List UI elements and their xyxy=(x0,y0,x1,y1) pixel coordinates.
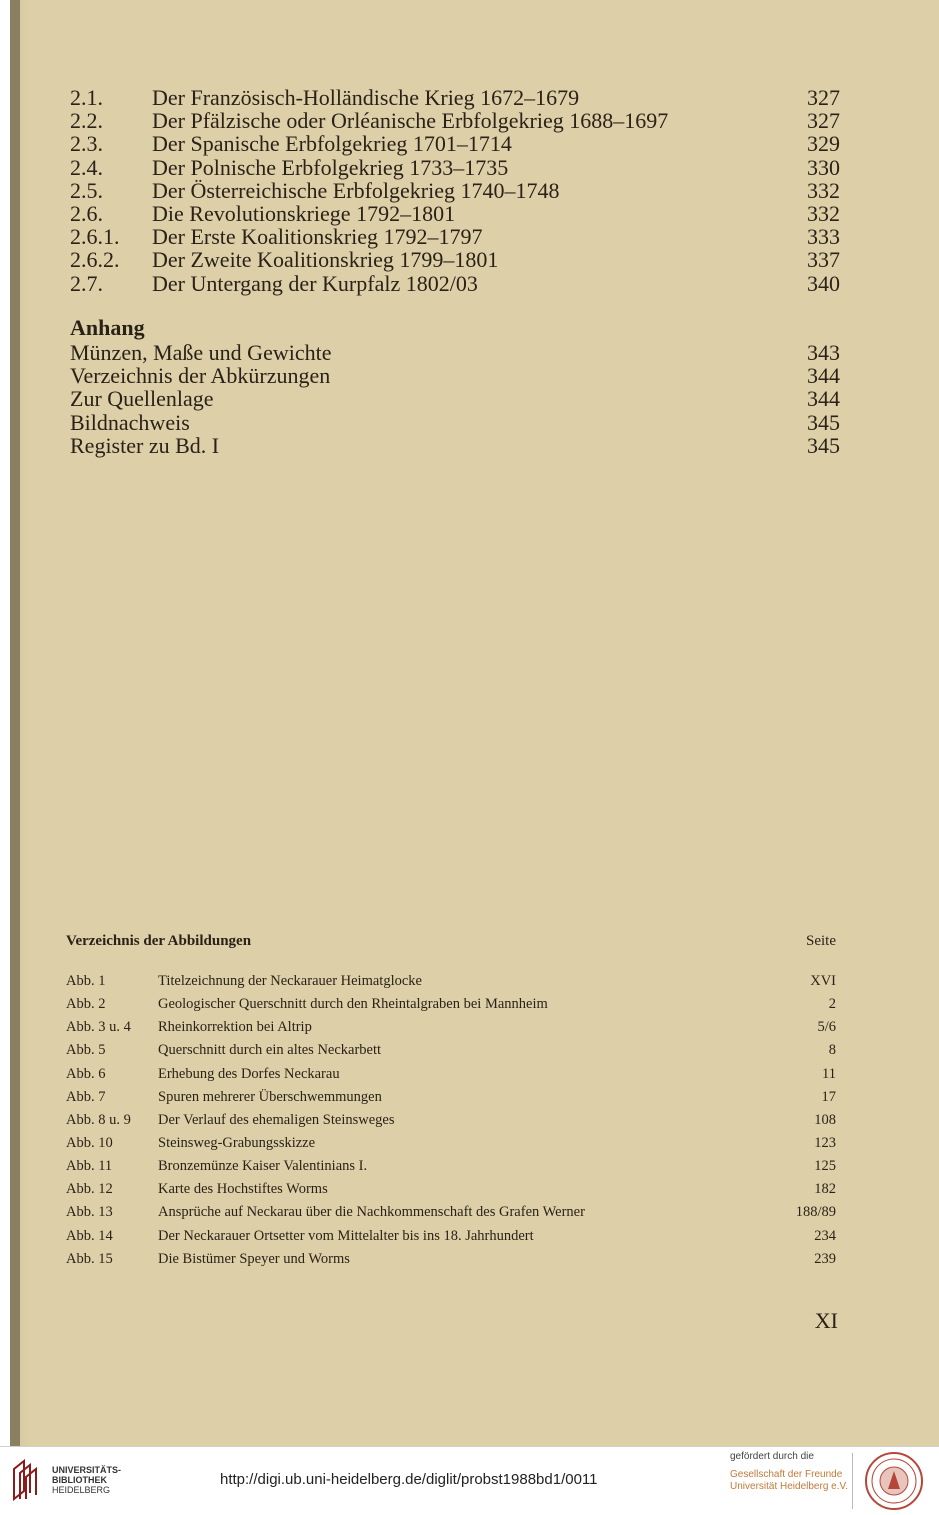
toc-page-number: 337 xyxy=(807,247,840,273)
appendix-row xyxy=(70,387,840,410)
figure-page-number: 239 xyxy=(814,1250,836,1267)
toc-section-number: 2.6.2. xyxy=(70,247,120,273)
figure-page-number: 188/89 xyxy=(795,1204,836,1221)
toc-page-number: 327 xyxy=(807,108,840,134)
figure-label: Abb. 5 xyxy=(66,1042,106,1059)
library-name-line3: HEIDELBERG xyxy=(52,1485,111,1495)
toc-row xyxy=(70,225,840,248)
figure-title: Steinsweg-Grabungsskizze xyxy=(158,1134,316,1151)
page-edge-shadow xyxy=(10,0,20,1446)
appendix-item-title: Bildnachweis xyxy=(70,409,190,435)
figure-row xyxy=(66,1039,836,1062)
toc-section-title: Der Polnische Erbfolgekrieg 1733–1735 xyxy=(152,154,509,180)
toc-section-number: 2.3. xyxy=(70,131,103,157)
figure-row xyxy=(66,1086,836,1109)
figure-page-number: 123 xyxy=(814,1134,836,1151)
figure-row xyxy=(66,970,836,993)
figure-label: Abb. 13 xyxy=(66,1204,113,1221)
figure-row xyxy=(66,1016,836,1039)
figure-page-number: 5/6 xyxy=(817,1019,836,1036)
toc-row xyxy=(70,109,840,132)
toc-section-number: 2.6.1. xyxy=(70,224,120,250)
figure-label: Abb. 3 u. 4 xyxy=(66,1019,131,1036)
figure-row xyxy=(66,1132,836,1155)
appendix-item-title: Verzeichnis der Abkürzungen xyxy=(70,363,331,389)
toc-row xyxy=(70,179,840,202)
figure-row xyxy=(66,1063,836,1086)
appendix-row xyxy=(70,341,840,364)
library-name xyxy=(52,1465,121,1495)
toc-section-number: 2.4. xyxy=(70,154,103,180)
society-name-line2: Universität Heidelberg e.V. xyxy=(730,1481,849,1492)
figure-title: Die Bistümer Speyer und Worms xyxy=(158,1250,350,1267)
figure-label: Abb. 15 xyxy=(66,1250,113,1267)
appendix-page-number: 343 xyxy=(807,340,840,365)
figure-row xyxy=(66,1178,836,1201)
figure-row xyxy=(66,1201,836,1224)
figure-label: Abb. 11 xyxy=(66,1158,113,1175)
university-seal-icon xyxy=(864,1451,924,1511)
figure-page-number: 182 xyxy=(814,1181,836,1198)
figure-label: Abb. 1 xyxy=(66,973,106,989)
figure-title: Der Verlauf des ehemaligen Steinsweges xyxy=(158,1111,395,1128)
toc-row xyxy=(70,86,840,109)
permalink-url[interactable]: http://digi.ub.uni-heidelberg.de/diglit/probst1988bd1/0011 xyxy=(220,1471,598,1488)
figure-index xyxy=(66,930,836,1271)
figure-row xyxy=(66,993,836,1016)
appendix-item-title: Münzen, Maße und Gewichte xyxy=(70,340,332,365)
figure-label: Abb. 12 xyxy=(66,1181,113,1198)
toc-row xyxy=(70,272,840,295)
toc-row xyxy=(70,132,840,155)
figure-label: Abb. 6 xyxy=(66,1065,106,1082)
appendix-section xyxy=(70,315,840,457)
toc-section-title: Der Spanische Erbfolgekrieg 1701–1714 xyxy=(152,131,512,157)
figure-page-number: 108 xyxy=(814,1111,836,1128)
figure-page-number: 125 xyxy=(814,1158,836,1175)
toc-page-number: 332 xyxy=(807,177,840,203)
footer-divider xyxy=(852,1453,853,1509)
figure-row xyxy=(66,1155,836,1178)
figure-page-number: 17 xyxy=(821,1088,836,1105)
footer-bar xyxy=(0,1446,939,1515)
table-of-contents xyxy=(70,86,840,295)
toc-section-number: 2.5. xyxy=(70,177,103,203)
appendix-row xyxy=(70,434,840,457)
university-library-logo[interactable] xyxy=(10,1459,44,1501)
figure-label: Abb. 14 xyxy=(66,1227,113,1244)
figure-title: Titelzeichnung der Neckarauer Heimatglocke xyxy=(158,973,422,989)
figure-title: Rheinkorrektion bei Altrip xyxy=(158,1019,312,1036)
figure-page-number: 11 xyxy=(822,1065,836,1082)
toc-section-title: Der Österreichische Erbfolgekrieg 1740–1748 xyxy=(152,177,560,203)
toc-section-title: Der Untergang der Kurpfalz 1802/03 xyxy=(152,270,478,296)
figure-list xyxy=(66,970,836,1271)
figure-title: Der Neckarauer Ortsetter vom Mittelalter bis ins 18. Jahrhundert xyxy=(158,1227,534,1244)
figure-index-seite-label: Seite xyxy=(806,933,836,949)
figure-title: Geologischer Querschnitt durch den Rheintalgraben bei Mannheim xyxy=(158,996,548,1013)
figure-page-number: 8 xyxy=(828,1042,836,1059)
toc-row xyxy=(70,202,840,225)
appendix-row xyxy=(70,411,840,434)
figure-row xyxy=(66,1248,836,1271)
figure-label: Abb. 7 xyxy=(66,1088,106,1105)
toc-section-title: Der Französisch-Holländische Krieg 1672–1679 xyxy=(152,85,580,110)
society-name-line1: Gesellschaft der Freunde xyxy=(730,1469,843,1480)
toc-section-number: 2.6. xyxy=(70,200,103,226)
toc-section-number: 2.7. xyxy=(70,270,103,296)
toc-section-title: Die Revolutionskriege 1792–1801 xyxy=(152,200,456,226)
toc-page-number: 329 xyxy=(807,131,840,157)
appendix-list xyxy=(70,341,840,457)
appendix-page-number: 344 xyxy=(807,386,840,412)
figure-row xyxy=(66,1225,836,1248)
figure-index-header xyxy=(66,930,836,952)
figure-title: Ansprüche auf Neckarau über die Nachkommenschaft des Grafen Werner xyxy=(158,1204,585,1221)
toc-section-number: 2.1. xyxy=(70,85,103,110)
appendix-row xyxy=(70,364,840,387)
figure-label: Abb. 8 u. 9 xyxy=(66,1111,131,1128)
toc-row xyxy=(70,248,840,271)
appendix-page-number: 344 xyxy=(807,363,840,389)
appendix-page-number: 345 xyxy=(807,432,840,458)
figure-page-number: 234 xyxy=(814,1227,836,1244)
toc-page-number: 333 xyxy=(807,224,840,250)
library-name-line1: UNIVERSITÄTS- xyxy=(52,1465,122,1475)
toc-section-title: Der Pfälzische oder Orléanische Erbfolgekrieg 1688–1697 xyxy=(152,108,669,134)
figure-row xyxy=(66,1109,836,1132)
figure-label: Abb. 2 xyxy=(66,996,106,1013)
toc-page-number: 327 xyxy=(807,85,840,110)
appendix-heading: Anhang xyxy=(70,315,145,340)
toc-page-number: 340 xyxy=(807,270,840,296)
figure-title: Karte des Hochstiftes Worms xyxy=(158,1181,328,1198)
library-name-line2: BIBLIOTHEK xyxy=(52,1475,107,1485)
society-name[interactable] xyxy=(730,1469,848,1493)
toc-section-number: 2.2. xyxy=(70,108,103,134)
appendix-item-title: Zur Quellenlage xyxy=(70,386,214,412)
figure-title: Spuren mehrerer Überschwemmungen xyxy=(158,1088,382,1105)
figure-title: Querschnitt durch ein altes Neckarbett xyxy=(158,1042,382,1059)
figure-title: Erhebung des Dorfes Neckarau xyxy=(158,1065,340,1082)
figure-page-number: XVI xyxy=(810,973,836,989)
toc-section-title: Der Zweite Koalitionskrieg 1799–1801 xyxy=(152,247,499,273)
figure-title: Bronzemünze Kaiser Valentinians I. xyxy=(158,1158,368,1175)
appendix-item-title: Register zu Bd. I xyxy=(70,432,220,458)
appendix-page-number: 345 xyxy=(807,409,840,435)
figure-label: Abb. 10 xyxy=(66,1134,113,1151)
figure-index-title: Verzeichnis der Abbildungen xyxy=(66,933,252,949)
toc-section-title: Der Erste Koalitionskrieg 1792–1797 xyxy=(152,224,483,250)
page-number: XI xyxy=(814,1308,838,1333)
toc-row xyxy=(70,156,840,179)
toc-page-number: 332 xyxy=(807,200,840,226)
toc-page-number: 330 xyxy=(807,154,840,180)
funded-by-label: gefördert durch die xyxy=(730,1451,814,1462)
figure-page-number: 2 xyxy=(828,996,836,1013)
